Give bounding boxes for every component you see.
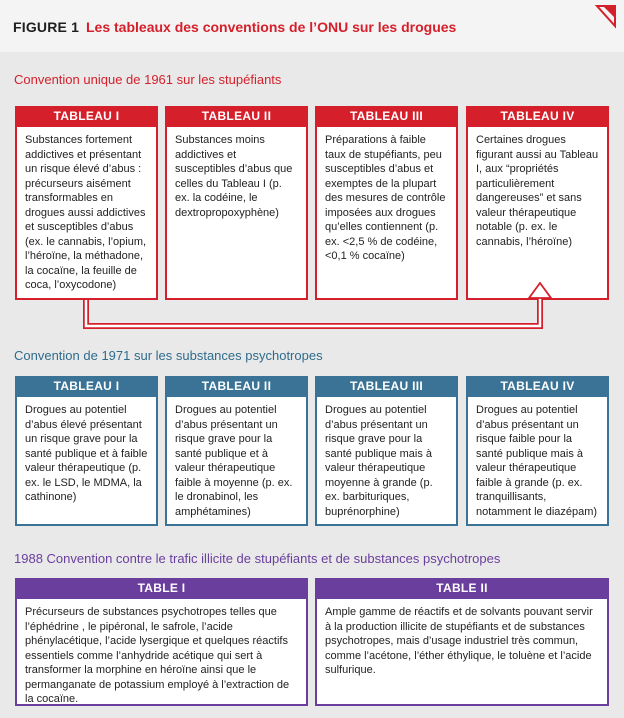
table-1961-iii — [315, 106, 458, 300]
table-1971-iv — [466, 376, 609, 526]
table-1961-iv — [466, 106, 609, 300]
table-header: TABLEAU IV — [466, 106, 609, 127]
table-1971-iii — [315, 376, 458, 526]
section-1961-title: Convention unique de 1961 sur les stupéfiants — [14, 72, 282, 87]
table-description: Substances moins addictives et susceptibles d’abus que celles du Tableau I (p. ex. la codéine, le dextropropoxyphène) — [175, 134, 293, 219]
figure-title: Les tableaux des conventions de l’ONU sur les drogues — [86, 19, 457, 35]
corner-arrow-icon — [594, 4, 618, 30]
table-header: TABLEAU II — [165, 376, 308, 397]
figure-label: FIGURE 1 — [13, 19, 80, 35]
table-1961-ii — [165, 106, 308, 300]
table-description: Précurseurs de substances psychotropes telles que l’éphédrine , le pipéronal, le safrole, l’acide phénylacétique, l’acide lysergique et quelques réactifs essentiels comme l’anhydride acétique qui sert à transformer la morphine en héroïne ainsi que le permanganate de potassium employé à l’extraction de la cocaïne. — [25, 606, 290, 705]
figure-header — [0, 0, 624, 52]
table-description: Drogues au potentiel d’abus présentant un risque grave pour la santé publique mais à valeur thérapeutique moyenne à grande (p. ex. barbituriques, buprénorphine) — [325, 404, 433, 518]
table-header: TABLE I — [15, 578, 308, 599]
table-header: TABLEAU I — [15, 376, 158, 397]
table-description: Certaines drogues figurant aussi au Tableau I, aux “propriétés particulièrement dangereuses” et sans valeur thérapeutique notable (p. ex. le cannabis, l’héroïne) — [476, 134, 599, 248]
table-header: TABLEAU III — [315, 106, 458, 127]
table-1971-i — [15, 376, 158, 526]
table-description: Drogues au potentiel d’abus présentant un risque faible pour la santé publique mais à valeur thérapeutique faible à grande (p. ex. tranquillisants, notamment le diazépam) — [476, 404, 598, 518]
table-description: Substances fortement addictives et présentant un risque élevé d’abus : précurseurs aisément transformables en drogues aussi addictives et susceptibles d’abus (ex. le cannabis, l’opium, l’héroïne, la méthadone, la cocaïne, la feuille de coca, l’oxycodone) — [25, 134, 147, 291]
table-description: Ample gamme de réactifs et de solvants pouvant servir à la production illicite de stupéfiants et de substances psychotropes, mais d’usage industriel très commun, comme l’acétone, l’éther éthylique, le toluène et l’acide sulfurique. — [325, 606, 593, 676]
table-header: TABLE II — [315, 578, 609, 599]
table-header: TABLEAU IV — [466, 376, 609, 397]
table-description: Préparations à faible taux de stupéfiants, peu susceptibles d’abus et exemptes de la plupart des mesures de contrôle imposées aux drogues qu’elles contiennent (p. ex. <2,5 % de codéine, <0,1 % cocaïne) — [325, 134, 446, 262]
table-1961-i — [15, 106, 158, 300]
section-1988-title: 1988 Convention contre le trafic illicite de stupéfiants et de substances psychotropes — [14, 551, 501, 566]
table-header: TABLEAU I — [15, 106, 158, 127]
table-1988-i — [15, 578, 308, 706]
table-1971-ii — [165, 376, 308, 526]
table-description: Drogues au potentiel d’abus présentant un risque grave pour la santé publique et à valeur thérapeutique faible à moyenne (p. ex. le dronabinol, les amphétamines) — [175, 404, 293, 518]
table-header: TABLEAU III — [315, 376, 458, 397]
table-description: Drogues au potentiel d’abus élevé présentant un risque grave pour la santé publique et à faible valeur thérapeutique (p. ex. le LSD, le MDMA, la cathinone) — [25, 404, 148, 503]
section-1971-title: Convention de 1971 sur les substances psychotropes — [14, 348, 323, 363]
table-1988-ii — [315, 578, 609, 706]
table-header: TABLEAU II — [165, 106, 308, 127]
